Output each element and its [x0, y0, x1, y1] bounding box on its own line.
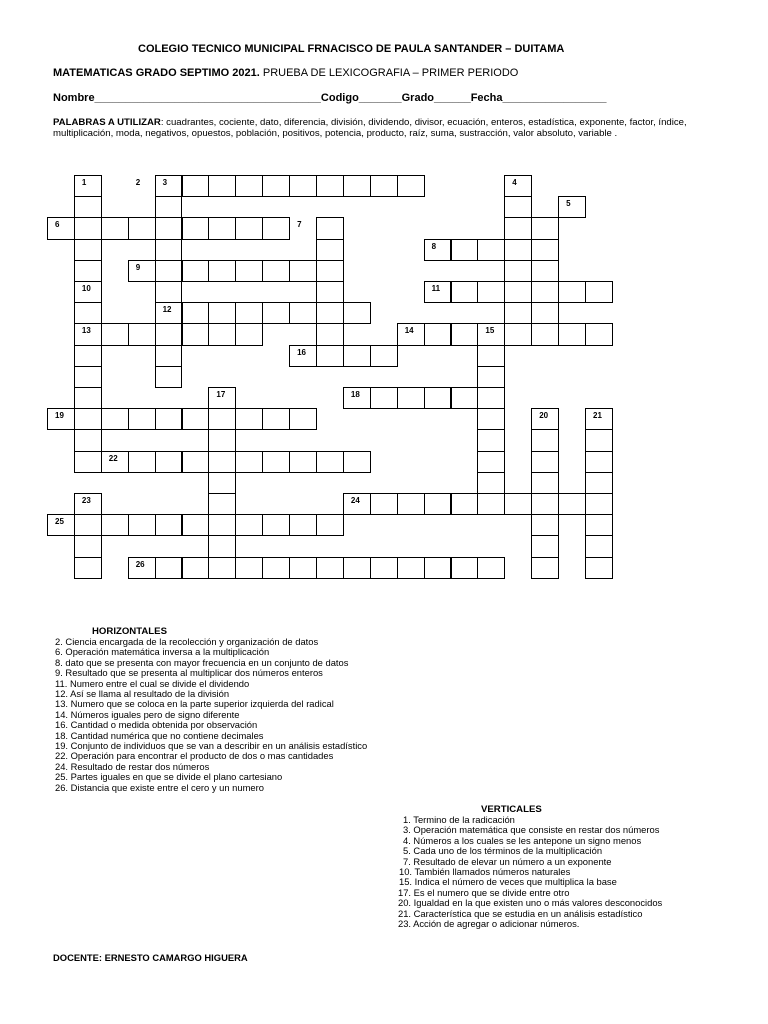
- crossword-cell[interactable]: [128, 451, 156, 473]
- clue-h-22: 22. Operación para encontrar el producto de dos o mas cantidades: [55, 750, 334, 762]
- crossword-cell[interactable]: [74, 387, 102, 409]
- clue-h-8: 8. dato que se presenta con mayor frecuencia en un conjunto de datos: [55, 656, 349, 668]
- crossword-cell[interactable]: [128, 260, 156, 282]
- crossword-cell[interactable]: [504, 196, 532, 218]
- crossword-cell[interactable]: [208, 429, 236, 451]
- clue-number-11: 11: [431, 284, 441, 293]
- crossword-cell[interactable]: [585, 557, 613, 579]
- crossword-cell[interactable]: [289, 451, 317, 473]
- clue-h-6: 6. Operación matemática inversa a la multiplicación: [55, 646, 270, 658]
- clue-number-26: 26: [135, 559, 145, 569]
- word-bank-label: PALABRAS A UTILIZAR: [53, 117, 161, 128]
- crossword-cell[interactable]: [208, 408, 236, 430]
- crossword-cell[interactable]: [558, 493, 586, 515]
- course-title: MATEMATICAS GRADO SEPTIMO 2021.: [53, 67, 260, 79]
- clue-number-4: 4: [512, 178, 517, 187]
- crossword-cell[interactable]: [477, 281, 505, 303]
- clue-v-17: 17. Es el numero que se divide entre otro: [398, 886, 570, 898]
- clue-v-5: 5. Cada uno de los términos de la multiplicación: [403, 845, 603, 857]
- crossword-cell[interactable]: [155, 345, 183, 367]
- crossword-cell[interactable]: [585, 535, 613, 557]
- clue-h-19: 19. Conjunto de individuos que se van a describir en un análisis estadístico: [55, 740, 368, 752]
- crossword-cell[interactable]: [208, 557, 236, 579]
- clue-number-10: 10: [81, 284, 91, 293]
- crossword-cell[interactable]: [235, 408, 263, 430]
- crossword-cell[interactable]: [74, 196, 102, 218]
- crossword-cell[interactable]: [74, 557, 102, 579]
- clue-h-26: 26. Distancia que existe entre el cero y un numero: [55, 781, 264, 793]
- crossword-cell[interactable]: [316, 175, 344, 197]
- clue-number-2: 2: [135, 178, 141, 187]
- verticales-list: [398, 815, 662, 929]
- crossword-cell[interactable]: [343, 302, 371, 324]
- clue-number-16: 16: [297, 347, 306, 357]
- clue-v-10: 10. También llamados números naturales: [399, 866, 571, 878]
- crossword-cell[interactable]: [182, 260, 210, 282]
- crossword-cell[interactable]: [477, 557, 505, 579]
- crossword-cell[interactable]: [424, 387, 452, 409]
- crossword-cell[interactable]: [235, 514, 263, 536]
- crossword-cell[interactable]: [370, 175, 398, 197]
- crossword-cell[interactable]: [262, 408, 290, 430]
- crossword-cell[interactable]: [531, 493, 559, 515]
- test-title: PRUEBA DE LEXICOGRAFIA – PRIMER PERIODO: [262, 67, 519, 79]
- crossword-cell[interactable]: [531, 429, 559, 451]
- crossword-cell[interactable]: [128, 514, 156, 536]
- clue-v-1: 1. Termino de la radicación: [403, 814, 515, 825]
- crossword-cell[interactable]: [451, 323, 479, 345]
- crossword-cell[interactable]: [451, 281, 479, 303]
- crossword-cell[interactable]: [424, 323, 452, 345]
- crossword-cell[interactable]: [235, 557, 263, 579]
- crossword-cell[interactable]: [316, 451, 344, 473]
- crossword-cell[interactable]: [74, 302, 102, 324]
- crossword-cell[interactable]: [531, 281, 559, 303]
- crossword-cell[interactable]: [451, 557, 479, 579]
- crossword-cell[interactable]: [262, 217, 290, 239]
- crossword-cell[interactable]: [235, 302, 263, 324]
- clue-number-15: 15: [485, 326, 495, 336]
- crossword-cell[interactable]: [504, 239, 532, 261]
- clue-number-17: 17: [216, 390, 226, 399]
- crossword-cell[interactable]: [289, 260, 317, 282]
- crossword-cell[interactable]: [289, 514, 317, 536]
- crossword-cell[interactable]: [289, 175, 317, 197]
- crossword-cell[interactable]: [316, 514, 344, 536]
- clue-h-13: 13. Numero que se coloca en la parte superior izquierda del radical: [55, 698, 334, 710]
- crossword-cell[interactable]: [155, 366, 183, 388]
- crossword-cell[interactable]: [155, 514, 183, 536]
- clue-number-23: 23: [81, 496, 91, 505]
- crossword-cell[interactable]: [262, 175, 290, 197]
- crossword-cell[interactable]: [262, 260, 290, 282]
- crossword-cell[interactable]: [235, 260, 263, 282]
- crossword-cell[interactable]: [343, 451, 371, 473]
- crossword-cell[interactable]: [289, 557, 317, 579]
- crossword-cell[interactable]: [477, 239, 505, 261]
- crossword-cell[interactable]: [262, 557, 290, 579]
- clue-h-24: 24. Resultado de restar dos números: [55, 760, 210, 772]
- crossword-cell[interactable]: [155, 451, 183, 473]
- crossword-cell[interactable]: [262, 451, 290, 473]
- crossword-cell[interactable]: [289, 302, 317, 324]
- crossword-cell[interactable]: [397, 557, 425, 579]
- clue-number-25: 25: [55, 517, 64, 527]
- crossword-cell[interactable]: [397, 493, 425, 515]
- crossword-cell[interactable]: [316, 239, 344, 261]
- school-title: COLEGIO TECNICO MUNICIPAL FRNACISCO DE PAULA SANTANDER – DUITAMA: [138, 43, 565, 55]
- crossword-cell[interactable]: [316, 557, 344, 579]
- crossword-cell[interactable]: [208, 260, 236, 282]
- clue-h-11: 11. Numero entre el cual se divide el dividendo: [55, 677, 250, 689]
- crossword-cell[interactable]: [477, 387, 505, 409]
- clue-v-7: 7. Resultado de elevar un número a un exponente: [403, 855, 612, 867]
- crossword-cell[interactable]: [47, 217, 75, 239]
- clue-number-18: 18: [350, 390, 360, 399]
- crossword-cell[interactable]: [235, 451, 263, 473]
- clue-number-21: 21: [593, 411, 602, 421]
- crossword-cell[interactable]: [316, 260, 344, 282]
- crossword-cell[interactable]: [262, 302, 290, 324]
- crossword-cell[interactable]: [558, 323, 586, 345]
- crossword-cell[interactable]: [235, 175, 263, 197]
- clue-h-2: 2. Ciencia encargada de la recolección y organización de datos: [55, 636, 319, 647]
- crossword-cell[interactable]: [370, 557, 398, 579]
- crossword-cell[interactable]: [504, 493, 532, 515]
- crossword-cell[interactable]: [477, 366, 505, 388]
- clue-number-5: 5: [566, 199, 571, 209]
- crossword-cell[interactable]: [424, 557, 452, 579]
- crossword-cell[interactable]: [74, 175, 102, 197]
- crossword-cell[interactable]: [155, 175, 183, 197]
- crossword-cell[interactable]: [74, 535, 102, 557]
- clue-number-7: 7: [297, 220, 302, 230]
- crossword-cell[interactable]: [155, 196, 183, 218]
- crossword-cell[interactable]: [128, 408, 156, 430]
- crossword-cell[interactable]: [585, 323, 613, 345]
- crossword-cell[interactable]: [397, 387, 425, 409]
- crossword-cell[interactable]: [424, 239, 452, 261]
- crossword-cell[interactable]: [155, 408, 183, 430]
- crossword-cell[interactable]: [235, 323, 263, 345]
- clue-number-13: 13: [81, 326, 91, 336]
- crossword-cell[interactable]: [531, 557, 559, 579]
- crossword-cell[interactable]: [208, 472, 236, 494]
- crossword-cell[interactable]: [74, 429, 102, 451]
- verticales-title: VERTICALES: [481, 804, 542, 815]
- crossword-cell[interactable]: [74, 217, 102, 239]
- crossword-cell[interactable]: [208, 302, 236, 324]
- crossword-cell[interactable]: [289, 408, 317, 430]
- crossword-cell[interactable]: [182, 451, 210, 473]
- clue-number-14: 14: [404, 326, 414, 336]
- crossword-cell[interactable]: [424, 493, 452, 515]
- clue-number-22: 22: [108, 453, 118, 463]
- crossword-cell[interactable]: [370, 345, 398, 367]
- crossword-cell[interactable]: [208, 493, 236, 515]
- crossword-cell[interactable]: [585, 493, 613, 515]
- clue-v-3: 3. Operación matemática que consiste en restar dos números: [403, 824, 660, 836]
- clue-h-9: 9. Resultado que se presenta al multiplicar dos números enteros: [55, 667, 323, 679]
- crossword-cell[interactable]: [74, 239, 102, 261]
- clue-h-25: 25. Partes iguales en que se divide el plano cartesiano: [55, 771, 283, 783]
- clue-number-3: 3: [162, 178, 168, 187]
- crossword-cell[interactable]: [531, 472, 559, 494]
- crossword-cell[interactable]: [155, 323, 183, 345]
- crossword-cell[interactable]: [182, 514, 210, 536]
- horizontales-title: HORIZONTALES: [92, 626, 167, 637]
- crossword-cell[interactable]: [74, 366, 102, 388]
- crossword-cell[interactable]: [208, 323, 236, 345]
- crossword-cell[interactable]: [585, 472, 613, 494]
- crossword-cell[interactable]: [316, 281, 344, 303]
- crossword-cell[interactable]: [208, 175, 236, 197]
- clue-number-19: 19: [55, 411, 64, 421]
- clue-number-20: 20: [539, 411, 549, 421]
- crossword-cell[interactable]: [585, 429, 613, 451]
- crossword-cell[interactable]: [585, 451, 613, 473]
- crossword-cell[interactable]: [531, 239, 559, 261]
- crossword-cell[interactable]: [316, 323, 344, 345]
- crossword-cell[interactable]: [397, 175, 425, 197]
- crossword-cell[interactable]: [182, 408, 210, 430]
- crossword-cell[interactable]: [558, 281, 586, 303]
- clue-number-12: 12: [162, 305, 172, 315]
- crossword-cell[interactable]: [477, 472, 505, 494]
- crossword-cell[interactable]: [182, 557, 210, 579]
- crossword-cell[interactable]: [531, 302, 559, 324]
- crossword-cell[interactable]: [316, 345, 344, 367]
- crossword-cell[interactable]: [101, 217, 129, 239]
- crossword-cell[interactable]: [343, 175, 371, 197]
- clue-h-18: 18. Cantidad numérica que no contiene decimales: [55, 729, 264, 741]
- crossword-cell[interactable]: [504, 302, 532, 324]
- crossword-cell[interactable]: [182, 217, 210, 239]
- crossword-cell[interactable]: [182, 302, 210, 324]
- crossword-cell[interactable]: [504, 260, 532, 282]
- crossword-cell[interactable]: [343, 345, 371, 367]
- crossword-cell[interactable]: [504, 175, 532, 197]
- clue-h-16: 16. Cantidad o medida obtenida por observación: [55, 719, 258, 731]
- crossword-cell[interactable]: [101, 408, 129, 430]
- crossword-cell[interactable]: [128, 217, 156, 239]
- crossword-cell[interactable]: [504, 281, 532, 303]
- crossword-cell[interactable]: [531, 260, 559, 282]
- crossword-cell[interactable]: [585, 281, 613, 303]
- crossword-cell[interactable]: [370, 387, 398, 409]
- crossword-cell[interactable]: [477, 408, 505, 430]
- crossword-cell[interactable]: [477, 429, 505, 451]
- student-info-line: Nombre_____________________________________Codigo_______Grado______Fecha_________________: [53, 92, 607, 104]
- crossword-cell[interactable]: [182, 175, 210, 197]
- clue-v-20: 20. Igualdad en la que existen uno o más valores desconocidos: [398, 897, 663, 909]
- crossword-cell[interactable]: [101, 514, 129, 536]
- crossword-cell[interactable]: [451, 493, 479, 515]
- crossword-cell[interactable]: [451, 239, 479, 261]
- crossword-cell[interactable]: [155, 260, 183, 282]
- crossword-cell[interactable]: [585, 514, 613, 536]
- crossword-cell[interactable]: [74, 408, 102, 430]
- crossword-cell[interactable]: [155, 557, 183, 579]
- crossword-cell[interactable]: [477, 345, 505, 367]
- crossword-cell[interactable]: [262, 514, 290, 536]
- crossword-cell[interactable]: [74, 451, 102, 473]
- clue-h-14: 14. Números iguales pero de signo diferente: [55, 708, 240, 720]
- clue-number-24: 24: [350, 496, 360, 505]
- crossword-cell[interactable]: [128, 323, 156, 345]
- crossword-cell[interactable]: [74, 514, 102, 536]
- crossword-cell[interactable]: [155, 217, 183, 239]
- crossword-cell[interactable]: [531, 323, 559, 345]
- crossword-cell[interactable]: [343, 557, 371, 579]
- crossword-cell[interactable]: [451, 387, 479, 409]
- horizontales-list: [55, 637, 367, 793]
- crossword-cell[interactable]: [316, 302, 344, 324]
- clue-number-1: 1: [81, 178, 87, 187]
- crossword-cell[interactable]: [504, 323, 532, 345]
- crossword-cell[interactable]: [208, 535, 236, 557]
- crossword-cell[interactable]: [74, 260, 102, 282]
- crossword-cell[interactable]: [74, 345, 102, 367]
- crossword-cell[interactable]: [208, 514, 236, 536]
- crossword-cell[interactable]: [155, 239, 183, 261]
- clue-v-23: 23. Acción de agregar o adicionar números.: [398, 918, 580, 930]
- crossword-cell[interactable]: [477, 451, 505, 473]
- teacher-name: DOCENTE: ERNESTO CAMARGO HIGUERA: [53, 952, 248, 963]
- crossword-cell[interactable]: [101, 323, 129, 345]
- crossword-cell[interactable]: [477, 493, 505, 515]
- crossword-cell[interactable]: [208, 451, 236, 473]
- crossword-cell[interactable]: [182, 323, 210, 345]
- clue-h-12: 12. Así se llama al resultado de la división: [55, 688, 230, 700]
- crossword-cell[interactable]: [208, 217, 236, 239]
- crossword-cell[interactable]: [370, 493, 398, 515]
- word-bank-list: : cuadrantes, cociente, dato, diferencia, división, dividendo, divisor, ecuación, enteros, estadística, exponente, factor, índice, multiplicación, moda, negativos, opuestos, población, positivos, potencia, producto, raíz, suma, sustracción, valor absoluto, variable .: [53, 117, 687, 139]
- crossword-cell[interactable]: [235, 217, 263, 239]
- clue-number-6: 6: [55, 220, 60, 230]
- crossword-cell[interactable]: [504, 217, 532, 239]
- crossword-cell[interactable]: [531, 451, 559, 473]
- crossword-cell[interactable]: [531, 217, 559, 239]
- clue-v-4: 4. Números a los cuales se les antepone un signo menos: [403, 834, 642, 846]
- clue-number-9: 9: [135, 262, 141, 272]
- clue-number-8: 8: [431, 241, 437, 251]
- crossword-cell[interactable]: [155, 281, 183, 303]
- crossword-cell[interactable]: [531, 535, 559, 557]
- crossword-cell[interactable]: [316, 217, 344, 239]
- crossword-cell[interactable]: [531, 514, 559, 536]
- clue-v-15: 15. Indica el número de veces que multiplica la base: [399, 876, 617, 888]
- clue-v-21: 21. Característica que se estudia en un análisis estadístico: [398, 907, 643, 919]
- crossword-cell[interactable]: [558, 196, 586, 218]
